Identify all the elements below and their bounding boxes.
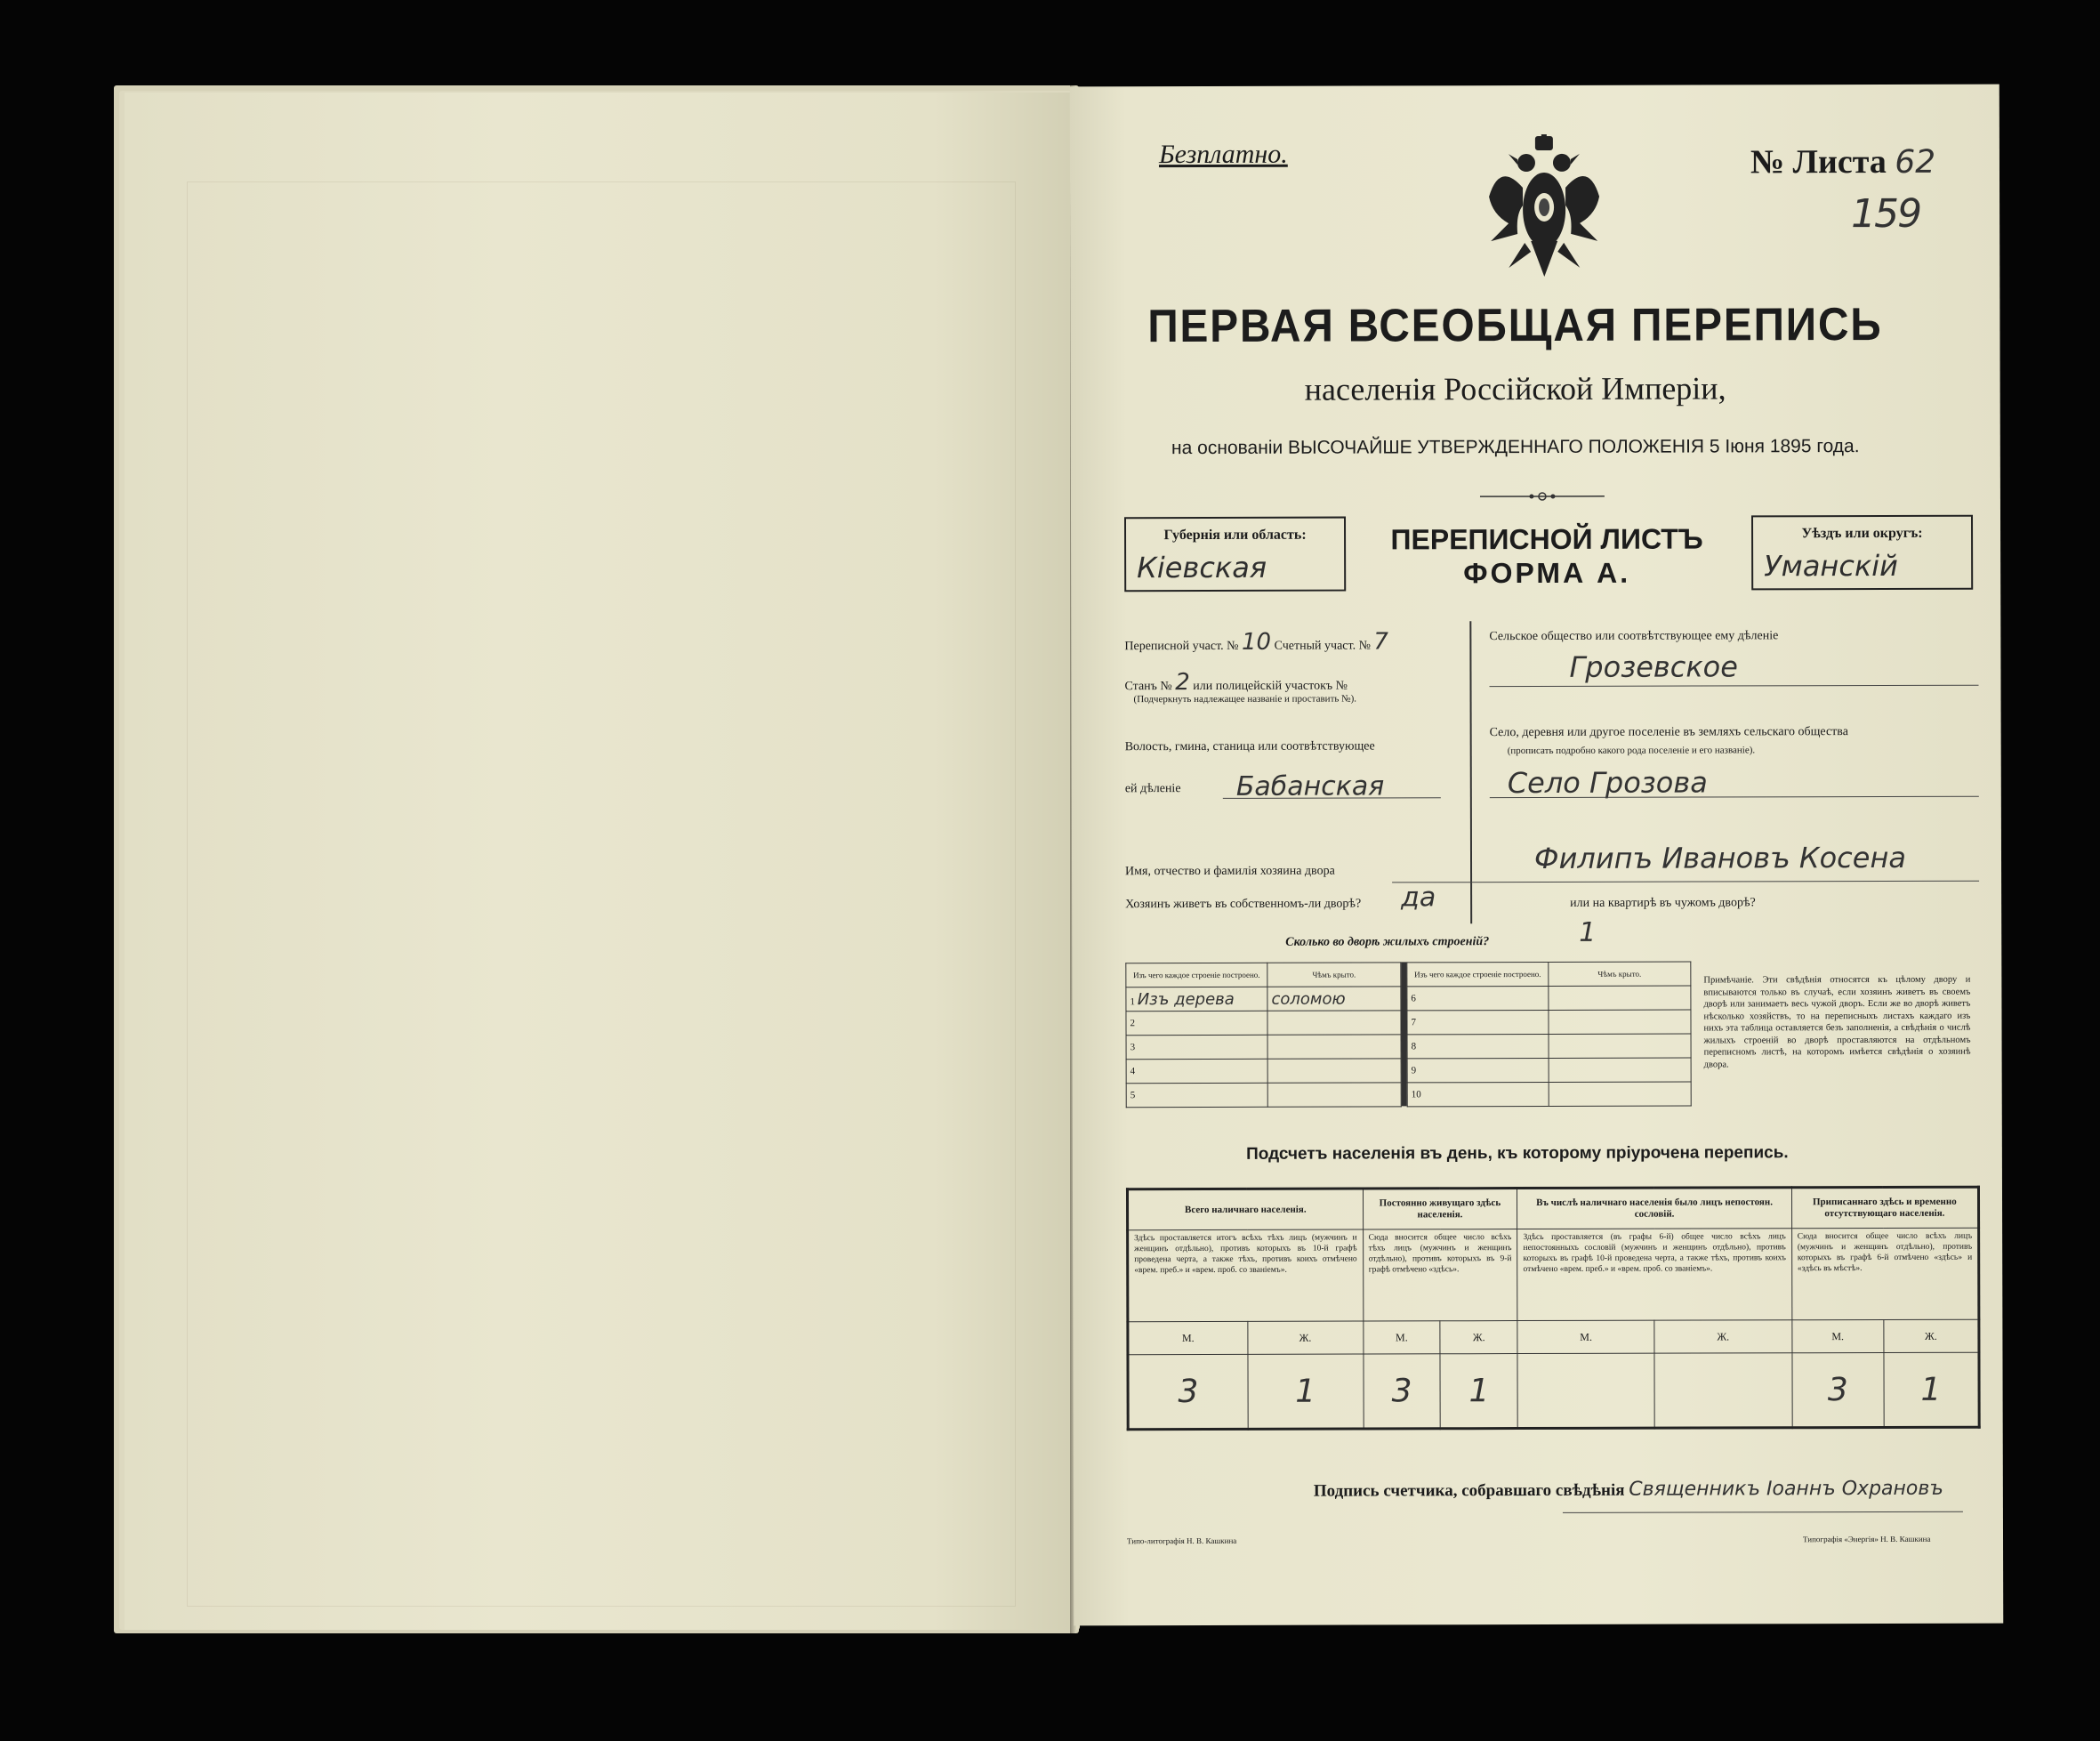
- material-value: Изъ дерева: [1137, 989, 1235, 1009]
- imprint-left: Типо-литографія Н. В. Кашкина: [1127, 1535, 1237, 1546]
- counting-section-label: Счетный участ. №: [1274, 639, 1371, 653]
- own-yard-label: Хозяинъ живетъ въ собственномъ-ли дворѣ?: [1125, 897, 1362, 912]
- non-permanent-female-count: [1654, 1353, 1792, 1428]
- resident-male-count: 3: [1363, 1354, 1440, 1429]
- row-number: 1: [1130, 995, 1135, 1007]
- buildings-table-right: [1406, 962, 1691, 1108]
- roof-value: [1549, 1082, 1691, 1106]
- signature-value: Священникъ Іоаннъ Охрановъ: [1629, 1477, 1943, 1501]
- province-value: Кіевская: [1137, 550, 1267, 585]
- roof-value: [1267, 1011, 1401, 1035]
- row-number: 7: [1407, 1010, 1549, 1034]
- signature-underline: [1563, 1511, 1963, 1513]
- rented-label: или на квартирѣ въ чужомъ дворѣ?: [1570, 896, 1756, 910]
- society-label: Сельское общество или соотвѣтствующее ему дѣленіе: [1489, 629, 1779, 644]
- female-header: Ж.: [1248, 1321, 1364, 1354]
- owner-value: Филипъ Ивановъ Косена: [1533, 840, 1907, 876]
- roof-header: Чѣмъ крыто.: [1549, 962, 1691, 986]
- stan-field: [1124, 669, 1348, 697]
- stan-label: Станъ №: [1124, 680, 1172, 694]
- ornament-divider: [1480, 490, 1605, 503]
- roof-value: [1267, 1083, 1401, 1107]
- row-number: 6: [1407, 986, 1549, 1010]
- village-value: Село Грозова: [1507, 765, 1708, 801]
- volost-value: Бабанская: [1235, 770, 1385, 802]
- non-permanent-male-count: [1517, 1353, 1654, 1428]
- resident-population-header: Постоянно живущаго здѣсь населенія.: [1363, 1189, 1517, 1229]
- society-underline: [1490, 685, 1979, 687]
- sheet-number-label: № Листа: [1750, 142, 1887, 181]
- counting-section-value: 7: [1373, 628, 1388, 656]
- roof-header: Чѣмъ крыто.: [1267, 963, 1401, 987]
- signature-label: Подпись счетчика, собравшаго свѣдѣнія: [1313, 1480, 1625, 1501]
- row-number: 9: [1407, 1058, 1549, 1082]
- table-row: [1126, 987, 1401, 1012]
- form-title: ПЕРВАЯ ВСЕОБЩАЯ ПЕРЕПИСЬ: [1147, 298, 1883, 353]
- census-section-field: [1124, 628, 1388, 656]
- table-row: [1126, 1035, 1401, 1060]
- table-row: [1126, 1011, 1401, 1036]
- owner-label: Имя, отчество и фамилія хозяина двора: [1125, 864, 1335, 879]
- present-population-description: Здѣсь проставляется итогъ всѣхъ тѣхъ лицъ (мужчинъ и женщинъ отдѣльно), противъ которыхъ въ 10-й графѣ проведена черта, а также тѣхъ, противъ коихъ отмѣчено «врем. преб.» и «врем. проб. со званіемъ».: [1128, 1229, 1364, 1322]
- province-box: [1124, 517, 1346, 592]
- village-instruction: (прописать подробно какого рода поселеніе и его названіе).: [1507, 745, 1756, 757]
- registered-female-count: 1: [1884, 1352, 1979, 1427]
- present-male-count: 3: [1128, 1354, 1248, 1429]
- material-header: Изъ чего каждое строеніе построено.: [1126, 963, 1267, 987]
- buildings-table-left: [1125, 962, 1401, 1108]
- roof-value: [1267, 1059, 1401, 1083]
- male-header: М.: [1363, 1321, 1440, 1354]
- legal-basis-line: на основаніи ВЫСОЧАЙШЕ УТВЕРЖДЕННАГО ПОЛОЖЕНІЯ 5 Іюня 1895 года.: [1171, 436, 1860, 459]
- registered-absent-header: Приписаннаго здѣсь и временно отсутствующаго населенія.: [1791, 1187, 1978, 1229]
- volost-label-line-1: Волость, гмина, станица или соотвѣтствующее: [1124, 739, 1375, 754]
- male-header: М.: [1792, 1319, 1884, 1352]
- village-label: Село, деревня или другое поселеніе въ земляхъ сельскаго общества: [1489, 725, 1848, 740]
- table-footnote: Примѣчаніе. Эти свѣдѣнія относятся къ цѣлому двору и вписываются только въ случаѣ, если хозяинъ живетъ въ своемъ дворѣ или занимаетъ весь чужой дворъ. Если же во дворѣ живетъ нѣсколько хозяйствъ, то на переписныхъ листахъ каждаго изъ нихъ эта таблица оставляется безъ заполненія, а свѣдѣнія о числѣ жилыхъ строеній во дворѣ проставляются на отдѣльномъ переписномъ листѣ, на которомъ имѣется свѣдѣнія о хозяинѣ двора.: [1703, 974, 1971, 1070]
- table-row: [1126, 1083, 1401, 1108]
- double-headed-eagle-emblem: [1482, 134, 1606, 281]
- own-yard-value: да: [1401, 882, 1436, 914]
- census-sheet-heading: ПЕРЕПИСНОЙ ЛИСТЪ: [1390, 522, 1703, 556]
- present-female-count: 1: [1248, 1354, 1364, 1429]
- bleed-through-frame: [187, 181, 1016, 1607]
- column-divider: [1469, 621, 1472, 923]
- row-number: 10: [1407, 1082, 1549, 1106]
- female-header: Ж.: [1440, 1321, 1517, 1354]
- volost-label-line-2: ей дѣленіе: [1124, 782, 1181, 796]
- census-section-value: 10: [1241, 628, 1272, 656]
- row-number: 5: [1126, 1083, 1267, 1107]
- male-header: М.: [1517, 1320, 1654, 1353]
- society-value: Грозевское: [1569, 649, 1738, 684]
- female-header: Ж.: [1654, 1320, 1792, 1353]
- table-row: [1407, 1082, 1691, 1107]
- free-of-charge-label: Безплатно.: [1158, 139, 1288, 170]
- census-section-label: Переписной участ. №: [1124, 639, 1239, 654]
- non-permanent-header: Въ числѣ наличнаго населенія было лицъ непостоян. сословій.: [1517, 1188, 1791, 1229]
- non-permanent-description: Здѣсь проставляется (въ графы 6-й) общее число всѣхъ лицъ непостоянныхъ сословій (мужчинъ и женщинъ отдѣльно), противъ которыхъ въ графѣ 10-й проведена черта, а также тѣхъ, противъ коихъ отмѣчено «врем. преб.» и «врем. проб. со званіемъ».: [1517, 1229, 1792, 1321]
- registered-absent-description: Сюда вносится общее число всѣхъ лицъ (мужчинъ и женщинъ отдѣльно), противъ которыхъ въ графѣ 6-й отмѣчено «здѣсь» и «здѣсь въ мѣстѣ».: [1791, 1228, 1979, 1320]
- table-row: [1407, 986, 1691, 1011]
- owner-underline: [1392, 881, 1979, 883]
- sheet-number-value: 62: [1895, 143, 1936, 181]
- resident-population-description: Сюда вносится общее число всѣхъ тѣхъ лицъ (мужчинъ и женщинъ отдѣльно), противъ которыхъ въ 9-й графѣ отмѣчено «здѣсь».: [1363, 1229, 1517, 1321]
- buildings-value: 1: [1579, 916, 1597, 948]
- population-count-title: Подсчетъ населенія въ день, къ которому пріурочена перепись.: [1246, 1143, 1789, 1164]
- female-header: Ж.: [1884, 1319, 1979, 1352]
- district-label: Уѣздъ или округъ:: [1801, 525, 1923, 542]
- census-form-page: [1070, 85, 2004, 1626]
- police-district-label: или полицейскій участокъ №: [1193, 679, 1348, 694]
- row-number: 8: [1407, 1034, 1549, 1058]
- form-subtitle: населенія Россійской Имперіи,: [1304, 370, 1726, 407]
- archive-folio-number: 159: [1851, 190, 1921, 238]
- resident-female-count: 1: [1440, 1354, 1517, 1429]
- enumerator-signature: [1314, 1478, 1943, 1502]
- village-underline: [1490, 796, 1979, 798]
- roof-value: [1549, 1034, 1691, 1058]
- roof-value: [1549, 986, 1691, 1010]
- present-population-header: Всего наличнаго населенія.: [1127, 1189, 1363, 1230]
- table-row: [1407, 1034, 1691, 1059]
- row-number: 3: [1126, 1035, 1267, 1059]
- registered-male-count: 3: [1792, 1352, 1884, 1427]
- male-header: М.: [1128, 1321, 1248, 1354]
- imprint-right: Типографія «Энергія» Н. В. Кашкина: [1803, 1534, 1931, 1544]
- roof-value: соломою: [1267, 987, 1401, 1011]
- population-count-table: [1126, 1186, 1981, 1431]
- sheet-number: [1750, 142, 1935, 182]
- underline-instruction: (Подчеркнуть надлежащее названіе и проставить №).: [1133, 693, 1357, 705]
- form-header-block: [1124, 515, 1978, 600]
- table-row: [1126, 1059, 1401, 1084]
- form-letter-heading: ФОРМА А.: [1463, 556, 1631, 590]
- row-number: 2: [1126, 1011, 1267, 1035]
- left-blank-page: [125, 93, 1076, 1630]
- material-header: Изъ чего каждое строеніе построено.: [1407, 962, 1549, 986]
- roof-value: [1549, 1058, 1691, 1082]
- province-label: Губернія или область:: [1163, 527, 1307, 544]
- table-row: [1407, 1058, 1691, 1083]
- roof-value: [1267, 1035, 1401, 1059]
- roof-value: [1549, 1010, 1691, 1034]
- table-row: [1407, 1010, 1691, 1035]
- buildings-label: Сколько во дворѣ жилыхъ строеній?: [1285, 935, 1490, 949]
- district-box: [1751, 515, 1973, 591]
- stan-value: 2: [1175, 669, 1190, 697]
- row-number: 4: [1126, 1059, 1267, 1083]
- district-value: Уманскій: [1764, 548, 1898, 584]
